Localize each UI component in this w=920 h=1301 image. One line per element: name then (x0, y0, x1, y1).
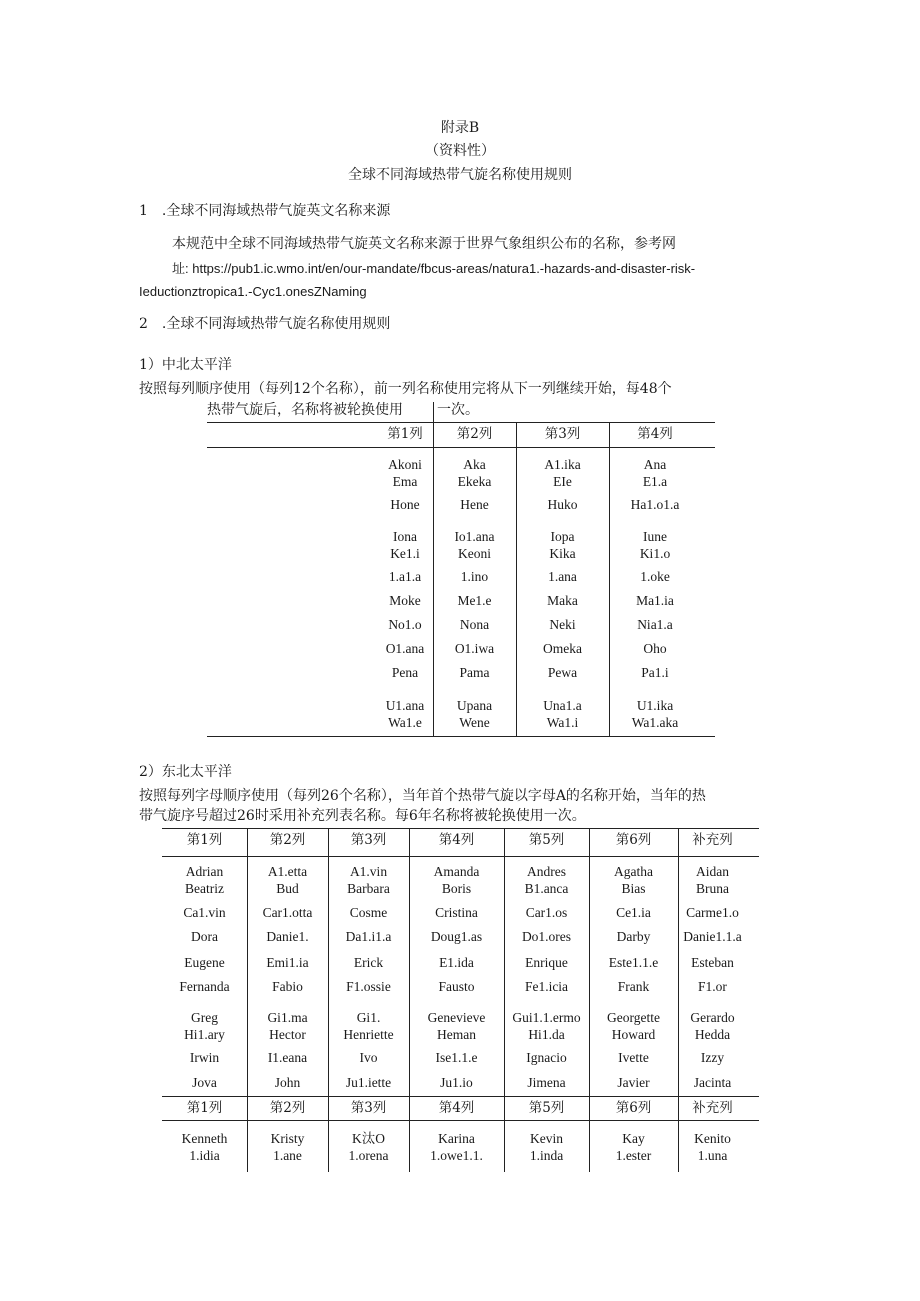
column-header: 第6列 (615, 832, 652, 848)
name-cell: Javier (617, 1075, 650, 1090)
section1-para-line3: Ieductionztropica1.-Cyc1.onesZNaming (139, 284, 367, 299)
name-cell: F1.ossie (346, 979, 391, 994)
name-cell: Kenito 1.una (694, 1131, 731, 1163)
table-row-rule (162, 856, 759, 857)
column-header: 第5列 (528, 832, 565, 848)
name-cell: Maka (547, 593, 578, 608)
name-cell: 1.ino (460, 569, 489, 584)
east-pacific-rule-line1: 按照每列字母顺序使用（每列26个名称），当年首个热带气旋以字母A的名称开始，当年的热 (139, 788, 706, 804)
name-cell: Greg Hi1.ary (184, 1010, 225, 1042)
name-cell: Hene (460, 497, 489, 512)
name-cell: Pewa (547, 665, 578, 680)
name-cell: Huko (547, 497, 578, 512)
column-header: 补充列 (692, 1100, 733, 1116)
name-cell: Ignacio (526, 1050, 567, 1065)
east-pacific-heading: 2）东北太平洋 (139, 764, 232, 780)
name-cell: Ivette (618, 1050, 649, 1065)
name-cell: Iona Ke1.i (390, 529, 420, 561)
table-row-rule (162, 1096, 759, 1097)
table-column-divider (516, 422, 517, 736)
section2-heading: 2 .全球不同海域热带气旋名称使用规则 (139, 316, 391, 332)
name-cell: Emi1.ia (266, 955, 309, 970)
name-cell: Este1.1.e (608, 955, 659, 970)
name-cell: Fe1.icia (524, 979, 569, 994)
table-row-rule (162, 1120, 759, 1121)
name-cell: Ju1.iette (345, 1075, 392, 1090)
name-cell: F1.or (698, 979, 727, 994)
section1-para-line2: 址: https://pub1.ic.wmo.int/en/our-mandate/fbcus-areas/natura1.-hazards-and-disaster-risk- (172, 261, 696, 276)
name-cell: K汰O 1.orena (348, 1131, 389, 1163)
name-cell: Pama (459, 665, 490, 680)
column-header: 第2列 (456, 426, 493, 442)
name-cell: Gi1. Henriette (343, 1010, 394, 1042)
east-pacific-rule-line2: 带气旋序号超过26时采用补充列表名称。每6年名称将被轮换使用一次。 (139, 808, 586, 824)
name-cell: Carme1.o (686, 905, 739, 920)
name-cell: Nona (459, 617, 490, 632)
name-cell: Do1.ores (521, 929, 572, 944)
name-cell: Kevin 1.inda (529, 1131, 564, 1163)
name-cell: Amanda Boris (433, 864, 480, 896)
name-cell: Danie1.1.a (683, 929, 742, 944)
name-cell: Gui1.1.ermo Hi1.da (512, 1010, 581, 1042)
name-cell: Car1.otta (262, 905, 313, 920)
table1-bottom-rule (207, 736, 715, 737)
name-cell: Georgette Howard (607, 1010, 660, 1042)
column-header: 第3列 (350, 832, 387, 848)
name-cell: O1.ana (385, 641, 425, 656)
name-cell: Car1.os (525, 905, 568, 920)
appendix-title: 附录B (440, 120, 480, 136)
name-cell: Kenneth 1.idia (181, 1131, 228, 1163)
name-cell: Me1.e (457, 593, 492, 608)
column-header: 第6列 (615, 1100, 652, 1116)
name-cell: Darby (616, 929, 651, 944)
name-cell: A1.etta Bud (267, 864, 308, 896)
name-cell: Kristy 1.ane (270, 1131, 305, 1163)
name-cell: Neki (549, 617, 576, 632)
name-cell: Andres B1.anca (524, 864, 569, 896)
name-cell: Fernanda (179, 979, 230, 994)
name-cell: 1.oke (640, 569, 670, 584)
name-cell: Ce1.ia (616, 905, 651, 920)
name-cell: Doug1.as (430, 929, 483, 944)
name-cell: 1.ana (548, 569, 577, 584)
name-cell: Da1.i1.a (345, 929, 392, 944)
section1-para-line1: 本规范中全球不同海域热带气旋英文名称来源于世界气象组织公布的名称，参考网 (172, 236, 676, 252)
central-pacific-rule-line1: 按照每列顺序使用（每列12个名称），前一列名称使用完将从下一列继续开始，每48个 (139, 381, 672, 397)
name-cell: Akoni Ema (388, 457, 422, 489)
name-cell: Eugene (184, 955, 225, 970)
name-cell: Esteban (691, 955, 734, 970)
name-cell: Aka Ekeka (457, 457, 492, 489)
name-cell: Fabio (272, 979, 303, 994)
table-column-divider (609, 422, 610, 736)
name-cell: Genevieve Heman (427, 1010, 486, 1042)
name-cell: Gerardo Hedda (690, 1010, 735, 1042)
name-cell: Omeka (543, 641, 582, 656)
name-cell: Jova (192, 1075, 217, 1090)
name-cell: Jacinta (693, 1075, 732, 1090)
column-header: 第2列 (269, 832, 306, 848)
table1-header-divider-stub (433, 402, 434, 422)
column-header: 第2列 (269, 1100, 306, 1116)
name-cell: Nia1.a (637, 617, 673, 632)
central-pacific-rule-line2a: 热带气旋后，名称将被轮换使用 (207, 402, 403, 418)
name-cell: Agatha Bias (614, 864, 653, 896)
name-cell: Pena (391, 665, 419, 680)
name-cell: Fausto (438, 979, 475, 994)
table-column-divider (433, 422, 434, 736)
central-pacific-rule-line2b: 一次。 (437, 402, 479, 418)
name-cell: Pa1.i (641, 665, 669, 680)
column-header: 第4列 (438, 1100, 475, 1116)
name-cell: Ca1.vin (183, 905, 226, 920)
name-cell: Cosme (349, 905, 388, 920)
name-cell: O1.iwa (454, 641, 495, 656)
name-cell: U1.ana Wa1.e (385, 698, 425, 730)
name-cell: U1.ika Wa1.aka (631, 698, 679, 730)
column-header: 第1列 (186, 1100, 223, 1116)
column-header: 第5列 (528, 1100, 565, 1116)
name-cell: Iune Ki1.o (639, 529, 671, 561)
name-cell: 1.a1.a (388, 569, 422, 584)
column-header: 第1列 (387, 426, 423, 442)
name-cell: Enrique (525, 955, 568, 970)
column-header: 第3列 (544, 426, 581, 442)
column-header: 第3列 (350, 1100, 387, 1116)
name-cell: A1.ika EIe (544, 457, 581, 489)
appendix-subtitle: （资料性） (425, 143, 495, 159)
name-cell: Danie1. (266, 929, 309, 944)
column-header: 补充列 (692, 832, 733, 848)
name-cell: Iopa Kika (549, 529, 576, 561)
name-cell: A1.vin Barbara (347, 864, 390, 896)
column-header: 第1列 (186, 832, 223, 848)
name-cell: Ana E1.a (642, 457, 668, 489)
name-cell: Una1.a Wa1.i (543, 698, 582, 730)
column-header: 第4列 (438, 832, 475, 848)
central-pacific-heading: 1）中北太平洋 (139, 357, 232, 373)
name-cell: Moke (389, 593, 421, 608)
name-cell: I1.eana (267, 1050, 308, 1065)
name-cell: Ma1.ia (636, 593, 674, 608)
name-cell: E1.ida (439, 955, 474, 970)
name-cell: Ise1.1.e (435, 1050, 478, 1065)
name-cell: Frank (617, 979, 650, 994)
name-cell: Irwin (189, 1050, 220, 1065)
name-cell: Upana Wene (456, 698, 493, 730)
column-header: 第4列 (637, 426, 673, 442)
name-cell: No1.o (388, 617, 422, 632)
name-cell: Kay 1.ester (615, 1131, 652, 1163)
name-cell: Io1.ana Keoni (454, 529, 495, 561)
name-cell: Jimena (527, 1075, 566, 1090)
name-cell: Dora (191, 929, 218, 944)
name-cell: Oho (643, 641, 667, 656)
name-cell: Ivo (359, 1050, 378, 1065)
name-cell: Cristina (435, 905, 478, 920)
section1-heading: 1 .全球不同海域热带气旋英文名称来源 (139, 203, 391, 219)
name-cell: Izzy (700, 1050, 725, 1065)
name-cell: Ju1.io (440, 1075, 473, 1090)
name-cell: Hone (390, 497, 420, 512)
name-cell: Ha1.o1.a (630, 497, 680, 512)
name-cell: John (274, 1075, 301, 1090)
name-cell: Erick (353, 955, 384, 970)
appendix-heading: 全球不同海域热带气旋名称使用规则 (348, 167, 572, 183)
name-cell: Adrian Beatriz (185, 864, 224, 896)
name-cell: Aidan Bruna (696, 864, 729, 896)
name-cell: Gi1.ma Hector (267, 1010, 308, 1042)
name-cell: Karina 1.owe1.1. (430, 1131, 483, 1163)
